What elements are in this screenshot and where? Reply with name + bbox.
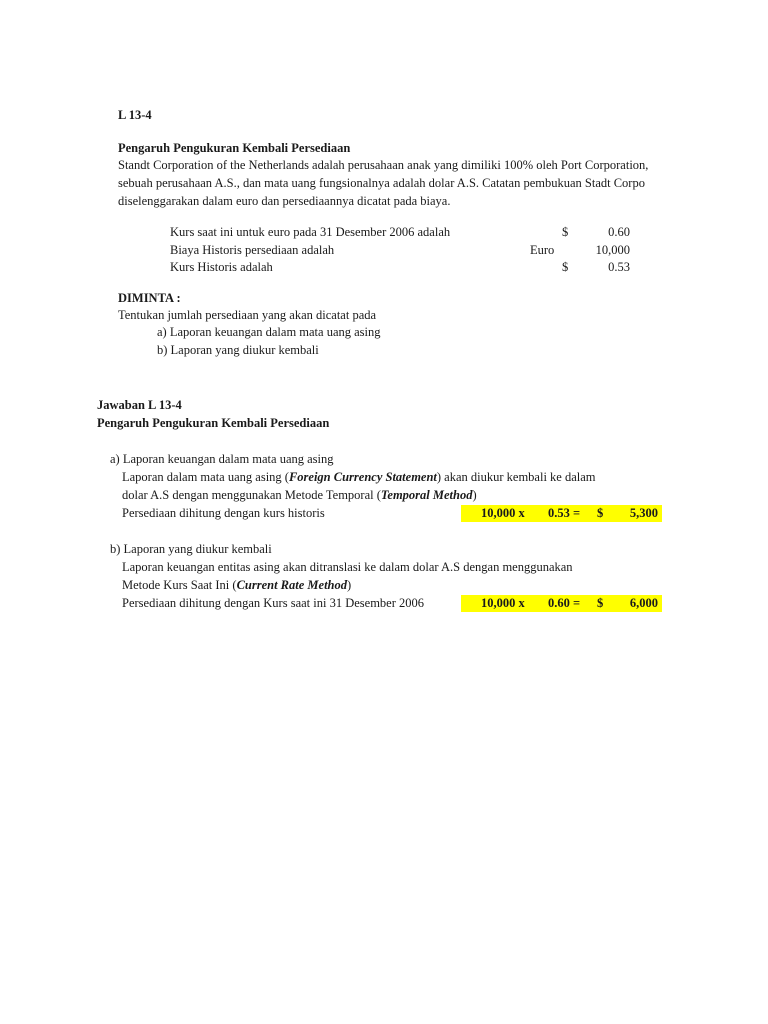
part-b-calc-label: Persediaan dihitung dengan Kurs saat ini 31 Desember 2006 [122, 596, 425, 610]
part-b-calc-currency: $ [597, 596, 604, 610]
part-b-line-2-emphasis: Current Rate Method [236, 578, 347, 592]
fact-value: 10,000 [595, 243, 630, 257]
part-b-calc-qty: 10,000 x [481, 596, 525, 610]
fact-label: Biaya Historis persediaan adalah [170, 243, 335, 257]
part-a-line-2 [122, 488, 477, 503]
required-intro: Tentukan jumlah persediaan yang akan dicatat pada [118, 308, 377, 322]
fact-label: Kurs saat ini untuk euro pada 31 Desember 2006 adalah [170, 225, 451, 239]
problem-paragraph-line-2: sebuah perusahaan A.S., dan mata uang fungsionalnya adalah dolar A.S. Catatan pembukuan Stadt Corpo [118, 176, 645, 190]
part-a-line-1-post: ) akan diukur kembali ke dalam [436, 470, 596, 484]
part-b-line-2-pre: Metode Kurs Saat Ini ( [122, 578, 237, 592]
part-a-line-2-post: ) [472, 488, 477, 502]
part-a-line-2-emphasis: Temporal Method [380, 488, 473, 502]
part-a-calc-result: 5,300 [629, 506, 658, 520]
part-b-line-2-post: ) [347, 578, 352, 592]
fact-label: Kurs Historis adalah [170, 260, 273, 274]
part-a-heading: a) Laporan keuangan dalam mata uang asing [110, 452, 334, 466]
part-a-calc-label: Persediaan dihitung dengan kurs historis [122, 506, 325, 520]
fact-unit: Euro [530, 243, 555, 257]
part-a-line-1-emphasis: Foreign Currency Statement [288, 470, 437, 484]
required-item: b) Laporan yang diukur kembali [157, 343, 319, 357]
problem-paragraph-line-1: Standt Corporation of the Netherlands adalah perusahaan anak yang dimiliki 100% oleh Port Corporation, [118, 158, 649, 172]
answer-code: Jawaban L 13-4 [97, 398, 182, 412]
fact-unit: $ [562, 225, 569, 239]
part-b-calc-rate: 0.60 = [548, 596, 581, 610]
answer-title: Pengaruh Pengukuran Kembali Persediaan [97, 416, 330, 430]
part-b-line-2 [122, 578, 351, 593]
required-item: a) Laporan keuangan dalam mata uang asing [157, 325, 381, 339]
part-b-line-1: Laporan keuangan entitas asing akan ditranslasi ke dalam dolar A.S dengan menggunakan [122, 560, 573, 574]
problem-paragraph-line-3: diselenggarakan dalam euro dan persediaannya dicatat pada biaya. [118, 194, 451, 208]
part-b-calc-result: 6,000 [629, 596, 658, 610]
part-a-calc-currency: $ [597, 506, 604, 520]
part-b-heading: b) Laporan yang diukur kembali [110, 542, 272, 556]
fact-value: 0.53 [608, 260, 630, 274]
part-a-calc-qty: 10,000 x [481, 506, 525, 520]
part-a-calc-rate: 0.53 = [548, 506, 581, 520]
part-a-line-1-pre: Laporan dalam mata uang asing ( [122, 470, 289, 484]
problem-title: Pengaruh Pengukuran Kembali Persediaan [118, 141, 351, 155]
fact-unit: $ [562, 260, 569, 274]
part-a-line-1 [122, 470, 596, 485]
required-heading: DIMINTA : [118, 291, 181, 305]
problem-code: L 13-4 [118, 108, 152, 122]
fact-value: 0.60 [608, 225, 630, 239]
part-a-line-2-pre: dolar A.S dengan menggunakan Metode Temporal ( [122, 488, 381, 502]
